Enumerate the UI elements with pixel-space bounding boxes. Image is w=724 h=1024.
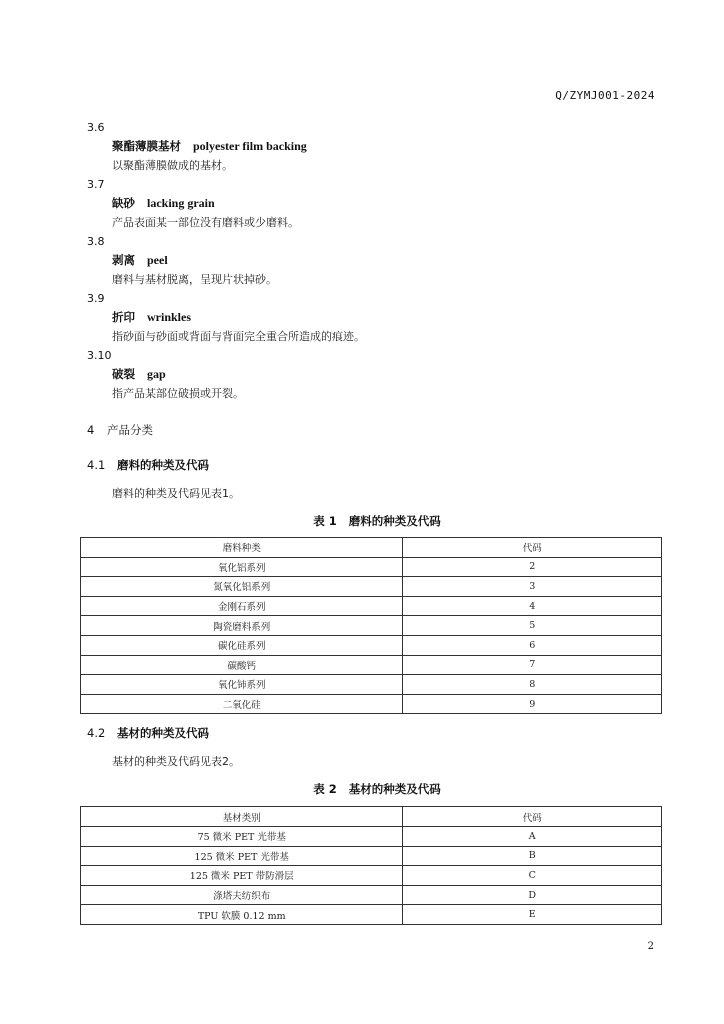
table-cell: 涤塔夫纺织布 <box>81 885 403 905</box>
standard-code: Q/ZYMJ001-2024 <box>555 89 655 102</box>
table-cell: 碳酸钙 <box>81 655 403 675</box>
term-title <box>87 308 667 327</box>
column-header: 代码 <box>403 807 662 827</box>
section-title: 磨料的种类及代码 <box>117 458 209 472</box>
table-header-row <box>81 538 662 558</box>
table-cell: 75 微米 PET 光带基 <box>81 826 403 846</box>
table-cell: A <box>403 826 662 846</box>
section-number: 4 <box>87 423 95 437</box>
column-header: 基材类别 <box>81 807 403 827</box>
section-4-2-text: 基材的种类及代码见表2。 <box>112 755 240 769</box>
term-3-7 <box>87 175 667 232</box>
table-row <box>81 866 662 886</box>
term-definition: 产品表面某一部位没有磨料或少磨料。 <box>112 216 299 229</box>
table-cell: B <box>403 846 662 866</box>
table-row <box>81 655 662 675</box>
table-row <box>81 577 662 597</box>
term-number: 3.8 <box>87 235 105 248</box>
table-row <box>81 885 662 905</box>
table-header-row <box>81 807 662 827</box>
table-cell: 碳化硅系列 <box>81 635 403 655</box>
section-4-1-heading <box>87 456 667 475</box>
table-cell: 氧化铈系列 <box>81 675 403 695</box>
term-definition: 以聚酯薄膜做成的基材。 <box>112 159 233 172</box>
term-title-en: polyester film backing <box>193 139 307 153</box>
table-1-caption <box>87 512 667 531</box>
section-4-1-text: 磨料的种类及代码见表1。 <box>112 487 240 500</box>
abrasive-table <box>80 537 662 714</box>
term-title <box>87 251 667 270</box>
term-title-en: peel <box>147 253 168 267</box>
term-number: 3.6 <box>87 121 105 134</box>
section-title: 产品分类 <box>107 423 153 437</box>
section-4-heading <box>87 421 667 440</box>
table-cell: 陶瓷磨料系列 <box>81 616 403 636</box>
term-title <box>87 365 667 384</box>
table-cell: E <box>403 905 662 925</box>
page-content <box>87 118 667 925</box>
caption-title: 磨料的种类及代码 <box>348 514 441 528</box>
table-row <box>81 905 662 925</box>
table-cell: 5 <box>403 616 662 636</box>
table-cell: C <box>403 866 662 886</box>
term-number: 3.9 <box>87 292 105 305</box>
term-number: 3.10 <box>87 349 112 362</box>
term-title <box>87 137 667 156</box>
table-cell: 4 <box>403 596 662 616</box>
term-definition: 磨料与基材脱离，呈现片状掉砂。 <box>112 273 277 286</box>
table-row <box>81 616 662 636</box>
table-cell: 8 <box>403 675 662 695</box>
term-3-9 <box>87 289 667 346</box>
section-title: 基材的种类及代码 <box>117 726 209 741</box>
table-cell: D <box>403 885 662 905</box>
table-cell: 金刚石系列 <box>81 596 403 616</box>
table-row <box>81 675 662 695</box>
term-title <box>87 194 667 213</box>
table-row <box>81 826 662 846</box>
table-row <box>81 596 662 616</box>
term-title-cn: 聚酯薄膜基材 <box>112 139 181 153</box>
table-row <box>81 694 662 714</box>
table-row <box>81 635 662 655</box>
caption-title: 基材的种类及代码 <box>348 782 441 797</box>
term-3-8 <box>87 232 667 289</box>
section-4-2-heading <box>87 724 667 743</box>
term-title-cn: 剥离 <box>112 253 135 267</box>
term-number: 3.7 <box>87 178 105 191</box>
page-number: 2 <box>647 941 654 952</box>
section-number: 4.1 <box>87 458 106 472</box>
term-title-cn: 折印 <box>112 310 135 324</box>
table-cell: 氮氧化铝系列 <box>81 577 403 597</box>
table-cell: 125 微米 PET 带防滑层 <box>81 866 403 886</box>
term-title-cn: 缺砂 <box>112 196 135 210</box>
term-3-10 <box>87 346 667 403</box>
term-definition: 指砂面与砂面或背面与背面完全重合所造成的痕迹。 <box>112 330 365 343</box>
table-cell: 7 <box>403 655 662 675</box>
table-cell: 3 <box>403 577 662 597</box>
table-cell: 2 <box>403 557 662 577</box>
caption-number: 表 1 <box>313 514 337 528</box>
column-header: 磨料种类 <box>81 538 403 558</box>
table-cell: 125 微米 PET 光带基 <box>81 846 403 866</box>
table-row <box>81 846 662 866</box>
caption-number: 表 2 <box>313 782 337 797</box>
term-definition: 指产品某部位破损或开裂。 <box>112 387 244 400</box>
term-3-6 <box>87 118 667 175</box>
term-title-en: lacking grain <box>147 196 215 210</box>
table-cell: TPU 软膜 0.12 mm <box>81 905 403 925</box>
term-title-en: wrinkles <box>147 310 192 324</box>
table-cell: 9 <box>403 694 662 714</box>
term-title-cn: 破裂 <box>112 367 135 381</box>
table-cell: 6 <box>403 635 662 655</box>
table-2-caption <box>87 780 667 799</box>
backing-table <box>80 806 662 925</box>
table-cell: 二氧化硅 <box>81 694 403 714</box>
section-number: 4.2 <box>87 726 106 741</box>
table-row <box>81 557 662 577</box>
term-title-en: gap <box>147 367 166 381</box>
column-header: 代码 <box>403 538 662 558</box>
table-cell: 氧化铝系列 <box>81 557 403 577</box>
